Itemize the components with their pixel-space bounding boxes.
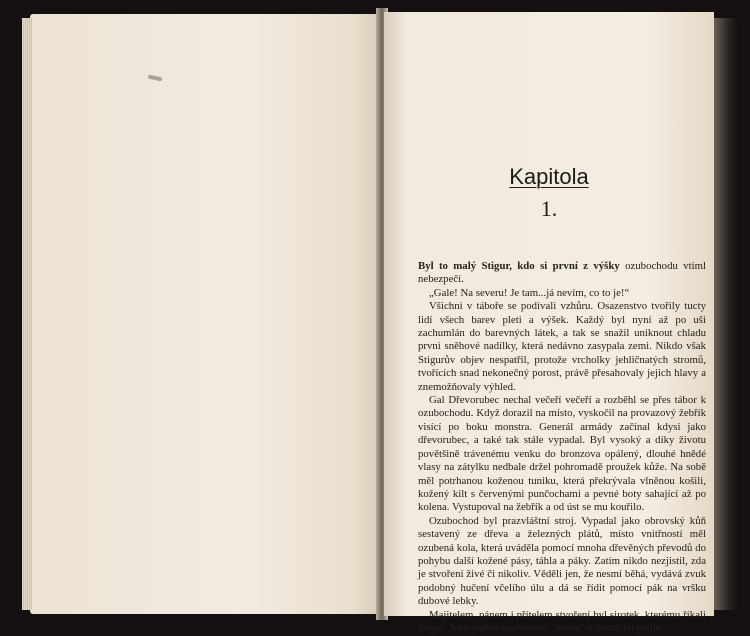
paragraph-opening bbox=[418, 260, 706, 287]
chapter-text bbox=[418, 260, 706, 635]
paper-speck bbox=[148, 75, 163, 82]
opening-bold: Byl to malý Stigur, kdo si první z výšky bbox=[418, 260, 620, 272]
paragraph: „Gale! Na severu! Je tam...já nevím, co to je!“ bbox=[429, 286, 630, 299]
chapter-heading bbox=[384, 164, 714, 222]
paragraph: Ozubochod byl prazvláštní stroj. Vypadal jako obrovský kůň sestavený ze dřeva a železných plátů, místo vnitřností měl ozubená kola, která uváděla pomocí mnoha dřevěných převodů do pohybu další kožené pásy, táhla a páky. Zatím nikdo nezjistil, zda je stvoření živé či nikoliv. Věděli jen, že nesmí běhá, vydává zvuk podobný hučení včelího úlu a dá se řídit pomocí pák na vršku dubové lebky. bbox=[418, 514, 706, 608]
paragraph: Majitelem, pánem i přítelem stvoření byl sirotek, kterému říkali Stigur. Jeho jméno znamenalo „brána“ a dostal ho podle bbox=[418, 608, 706, 634]
chapter-number: 1. bbox=[540, 196, 558, 221]
paragraph: Gal Dřevorubec nechal večeří večeří a rozběhl se přes tábor k ozubochodu. Když dorazil na místo, vyskočil na provazový žebřík visící po boku monstra. Generál armády začínal kdysi jako dřevorubec, a také tak stále vypadal. Byl vysoký a díky životu povětšině trávenému venku do bronzova opálený, dlouhé hnědé vlasy na zátylku nedbale držel pohromadě proužek kůže. Na sobě měl potrhanou koženou tuniku, která překrývala vlněnou košili, kožený kilt s červenými punčochami a pevné boty sahající až po kolena. Vystupoval na žebřík a od úst se mu kouřilo. bbox=[418, 394, 706, 514]
left-page-blank bbox=[30, 14, 380, 614]
open-book bbox=[22, 8, 734, 634]
chapter-label: Kapitola bbox=[509, 164, 589, 189]
page-edge-shadow bbox=[714, 18, 738, 610]
right-page bbox=[384, 12, 714, 634]
paragraph: Všichni v táboře se podívali vzhůru. Osazenstvo tvořily tucty lidí všech barev pleti a výšek. Každý byl nyní až po uši zachumlán do barevných látek, a tak se snažil uniknout chladu první sněhové nadílky, která nedávno zasypala zemi. Nikdo však Stigurův objev nespatřil, protože vrcholky jehličnatých stromů, tvořících snad nekonečný porost, právě přesahovaly jejich hlavy a znemožňovaly výhled. bbox=[418, 300, 706, 393]
opening-rest: ozubochodu vtiml nebezpečí. bbox=[418, 260, 707, 286]
